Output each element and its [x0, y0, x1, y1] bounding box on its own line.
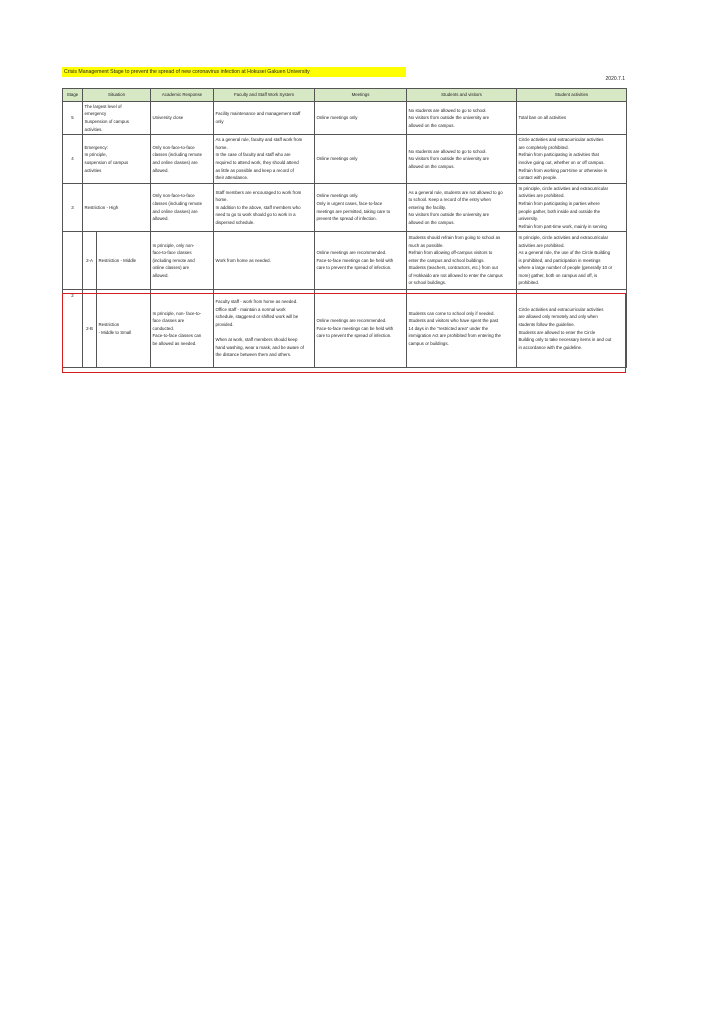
- cell-text-line: Face-to-face meetings can be held with: [316, 325, 394, 331]
- table-row: [63, 135, 627, 184]
- cell-text-line: Restriction - High: [84, 204, 119, 210]
- cell-text-line: In addition to the above, staff members who: [215, 204, 301, 210]
- stage-cell: 3: [63, 184, 83, 232]
- cell-text-line: as little as possible and keep a record of: [215, 167, 294, 173]
- cell-text-line: dispersed schedule.: [215, 219, 255, 225]
- cell-text-line: Refrain from participating in activities that: [518, 152, 599, 158]
- cell-text-line: Office staff - maintain a normal work: [215, 306, 286, 312]
- activities-cell: [517, 232, 627, 290]
- cell-text-line: involve going out, whether on or off campus.: [518, 160, 605, 165]
- page-title: Crisis Management Stage to prevent the spread of new coronavirus infection at Hokusei Gakuen University: [62, 67, 406, 77]
- cell-text-line: care to prevent the spread of infection.: [316, 265, 392, 271]
- cell-text-line: In principle,: [84, 152, 107, 158]
- cell-text-line: Circle activities and extracurricular activities: [518, 306, 604, 312]
- header-students: Students and visitors: [407, 89, 517, 102]
- cell-text-line: Students can come to school only if needed.: [408, 310, 495, 316]
- cell-text-line: 14 days in the "restricted area" under the: [408, 325, 489, 331]
- situation-cell: [97, 232, 151, 290]
- cell-text-line: Restriction: [98, 321, 120, 327]
- students-cell: [407, 184, 517, 232]
- table-row: [63, 102, 627, 135]
- students-cell: [407, 102, 517, 135]
- cell-text-line: Restriction - Middle: [98, 257, 137, 263]
- cell-text-line: Work from home as needed.: [215, 257, 271, 263]
- cell-text-line: The largest level of: [84, 103, 122, 109]
- cell-text-line: and online classes) are: [152, 208, 198, 214]
- header-activities: Student activities: [517, 89, 627, 102]
- cell-text-line: care to prevent the spread of infection.: [316, 333, 392, 339]
- cell-text-line: activities are prohibited.: [518, 242, 565, 248]
- cell-text-line: No students are allowed to go to school.: [408, 148, 487, 154]
- table-header-row: [63, 89, 627, 102]
- cell-text-line: face-to-face classes: [152, 250, 192, 256]
- students-cell: [407, 232, 517, 290]
- cell-text-line: people gather, both inside and outside the: [518, 208, 601, 214]
- cell-text-line: Students and visitors who have spent the past: [408, 318, 499, 324]
- table-row: [63, 232, 627, 290]
- cell-text-line: Refrain from participating in parties where: [518, 200, 600, 206]
- header-meetings: Meetings: [315, 89, 407, 102]
- cell-text-line: No visitors from outside the university are: [408, 212, 490, 218]
- activities-cell: [517, 135, 627, 184]
- meetings-cell: [315, 135, 407, 184]
- cell-text-line: Only non-face-to-face: [152, 193, 195, 199]
- cell-text-line: home.: [215, 197, 228, 203]
- cell-text-line: provided.: [215, 321, 234, 327]
- cell-text-line: is prohibited, and participation in meetings: [518, 257, 601, 263]
- cell-text-line: contact with people.: [518, 175, 558, 181]
- activities-cell: [517, 290, 627, 368]
- cell-text-line: Building only to take necessary items in and out: [518, 337, 612, 343]
- cell-text-line: activities are prohibited.: [518, 193, 565, 199]
- cell-text-line: activities.: [84, 126, 103, 132]
- cell-text-line: In principle, circle activities and extracurricular: [518, 234, 609, 240]
- cell-text-line: Online meetings only.: [316, 193, 359, 199]
- cell-text-line: Online meetings only: [316, 115, 358, 121]
- cell-text-line: classes (including remote: [152, 200, 203, 206]
- faculty-cell: [214, 135, 315, 184]
- cell-text-line: in accordance with the guideline.: [518, 344, 583, 350]
- cell-text-line: In principle, only non-: [152, 242, 195, 248]
- stage-cell: 4: [63, 135, 83, 184]
- cell-text-line: the distance between them and others.: [215, 352, 292, 358]
- cell-text-line: allowed on the campus.: [408, 122, 455, 128]
- academic-cell: [151, 102, 214, 135]
- cell-text-line: face classes are: [152, 318, 185, 324]
- meetings-cell: [315, 102, 407, 135]
- cell-text-line: [216, 329, 313, 337]
- cell-text-line: prevent the spread of infection.: [316, 216, 377, 222]
- students-cell: [407, 135, 517, 184]
- cell-text-line: No visitors from outside the university are: [408, 156, 490, 162]
- cell-text-line: conducted.: [152, 325, 174, 331]
- header-academic: Academic Response: [151, 89, 214, 102]
- situation-cell: [83, 135, 151, 184]
- cell-text-line: Online meetings are recommended.: [316, 318, 387, 324]
- cell-text-line: allowed.: [152, 272, 169, 278]
- cell-text-line: allowed.: [152, 216, 169, 222]
- cell-text-line: more) gather, both on campus and off, is: [518, 272, 598, 278]
- cell-text-line: immigration Act are prohibited from entering the: [408, 333, 501, 339]
- table-row: [63, 290, 627, 368]
- cell-text-line: are completely prohibited.: [518, 144, 569, 150]
- cell-text-line: activities: [84, 167, 102, 173]
- cell-text-line: prohibited.: [518, 280, 540, 286]
- cell-text-line: In principle, circle activities and extracurricular: [518, 185, 609, 191]
- cell-text-line: Face-to-face classes can: [152, 333, 202, 339]
- stage-cell: 5: [63, 102, 83, 135]
- cell-text-line: Refrain from part-time work, mainly in serving: [518, 223, 607, 229]
- cell-text-line: home.: [215, 144, 228, 150]
- cell-text-line: Faculty staff - work from home as needed.: [215, 299, 298, 305]
- cell-text-line: where a large number of people (generally 10 or: [518, 265, 613, 271]
- cell-text-line: Facility maintenance and management staff: [215, 111, 301, 117]
- cell-text-line: entering the facility.: [408, 204, 447, 210]
- cell-text-line: Face-to-face meetings can be held with: [316, 257, 394, 263]
- meetings-cell: [315, 184, 407, 232]
- cell-text-line: are allowed only remotely and only when: [518, 314, 598, 320]
- cell-text-line: to school. Keep a record of the entry when: [408, 197, 491, 203]
- cell-text-line: Total ban on all activities: [518, 115, 567, 121]
- faculty-cell: [214, 290, 315, 368]
- cell-text-line: schedule, staggered or shifted work will be: [215, 314, 299, 320]
- cell-text-line: meetings are permitted, taking care to: [316, 208, 391, 214]
- cell-text-line: University close: [152, 115, 184, 121]
- cell-text-line: emergency: [84, 111, 107, 117]
- cell-text-line: required to attend work, they should attend: [215, 160, 299, 165]
- situation-cell: [97, 290, 151, 368]
- cell-text-line: suspension of campus: [84, 160, 129, 165]
- cell-text-line: allowed on the campus.: [408, 163, 455, 169]
- crisis-stage-table: [62, 88, 627, 368]
- meetings-cell: [315, 232, 407, 290]
- table-row: [63, 184, 627, 232]
- cell-text-line: Students should refrain from going to school as: [408, 234, 501, 240]
- cell-text-line: Refrain from working part-time or otherwise in: [518, 167, 608, 173]
- meetings-cell: [315, 290, 407, 368]
- cell-text-line: Students (teachers, contractors, etc.) from out: [408, 265, 498, 271]
- cell-text-line: much as possible.: [408, 242, 444, 248]
- cell-text-line: Online meetings are recommended.: [316, 250, 387, 256]
- stage-group-cell: [63, 232, 83, 290]
- cell-text-line: need to go to work should go to work in a: [215, 212, 296, 218]
- cell-text-line: classes (including remote: [152, 152, 203, 158]
- cell-text-line: university.: [518, 216, 538, 222]
- faculty-cell: [214, 232, 315, 290]
- students-cell: [407, 290, 517, 368]
- cell-text-line: only: [215, 119, 224, 124]
- academic-cell: [151, 290, 214, 368]
- cell-text-line: No visitors from outside the university are: [408, 115, 490, 121]
- cell-text-line: As a general rule, the use of the Circle Building: [518, 250, 611, 256]
- cell-text-line: students follow the guideline.: [518, 321, 575, 327]
- header-situation: Situation: [83, 89, 151, 102]
- situation-cell: [83, 184, 151, 232]
- academic-cell: [151, 232, 214, 290]
- cell-text-line: Circle activities and extracurricular activities: [518, 137, 604, 143]
- cell-text-line: be allowed as needed.: [152, 340, 197, 346]
- cell-text-line: As a general rule, students are not allowed to go: [408, 189, 503, 195]
- cell-text-line: Only in urgent cases, face-to-face: [316, 200, 383, 206]
- stage-cell: 2-B: [83, 290, 97, 368]
- cell-text-line: Suspension of campus: [84, 119, 129, 124]
- activities-cell: [517, 184, 627, 232]
- stage-group-cell: 2: [63, 290, 83, 368]
- cell-text-line: Online meetings only: [316, 156, 358, 162]
- academic-cell: [151, 184, 214, 232]
- cell-text-line: their attendance.: [215, 175, 249, 181]
- cell-text-line: allowed.: [152, 167, 169, 173]
- cell-text-line: In principle, non- face-to-: [152, 310, 202, 316]
- cell-text-line: Only non-face-to-face: [152, 144, 195, 150]
- cell-text-line: campus or buildings.: [408, 340, 449, 346]
- stage-cell: 2-A: [83, 232, 97, 290]
- cell-text-line: and online classes) are: [152, 160, 198, 165]
- cell-text-line: No students are allowed to go to school.: [408, 107, 487, 113]
- header-stage: Stage: [63, 89, 83, 102]
- cell-text-line: - Middle to Small: [98, 329, 132, 335]
- faculty-cell: [214, 102, 315, 135]
- cell-text-line: In the case of faculty and staff who are: [215, 152, 291, 158]
- cell-text-line: Students are allowed to enter the Circle: [518, 329, 596, 335]
- cell-text-line: online classes) are: [152, 265, 190, 271]
- cell-text-line: enter the campus and school buildings.: [408, 257, 485, 263]
- cell-text-line: of Hokkaido are not allowed to enter the campus: [408, 272, 503, 278]
- header-faculty: Faculty and Staff Work System: [214, 89, 315, 102]
- activities-cell: [517, 102, 627, 135]
- cell-text-line: When at work, staff members should keep: [215, 337, 298, 343]
- faculty-cell: [214, 184, 315, 232]
- cell-text-line: (including remote and: [152, 257, 195, 263]
- academic-cell: [151, 135, 214, 184]
- cell-text-line: or school buildings.: [408, 280, 447, 286]
- cell-text-line: allowed on the campus.: [408, 219, 455, 225]
- document-date: 2020.7.1: [605, 76, 625, 82]
- cell-text-line: hand washing, wear a mask, and be aware of: [215, 344, 304, 350]
- situation-cell: [83, 102, 151, 135]
- cell-text-line: Staff members are encouraged to work from: [215, 189, 302, 195]
- cell-text-line: As a general rule, faculty and staff work from: [215, 137, 303, 143]
- cell-text-line: Emergency:: [84, 144, 108, 150]
- cell-text-line: Refrain from allowing off-campus visitors to: [408, 250, 493, 256]
